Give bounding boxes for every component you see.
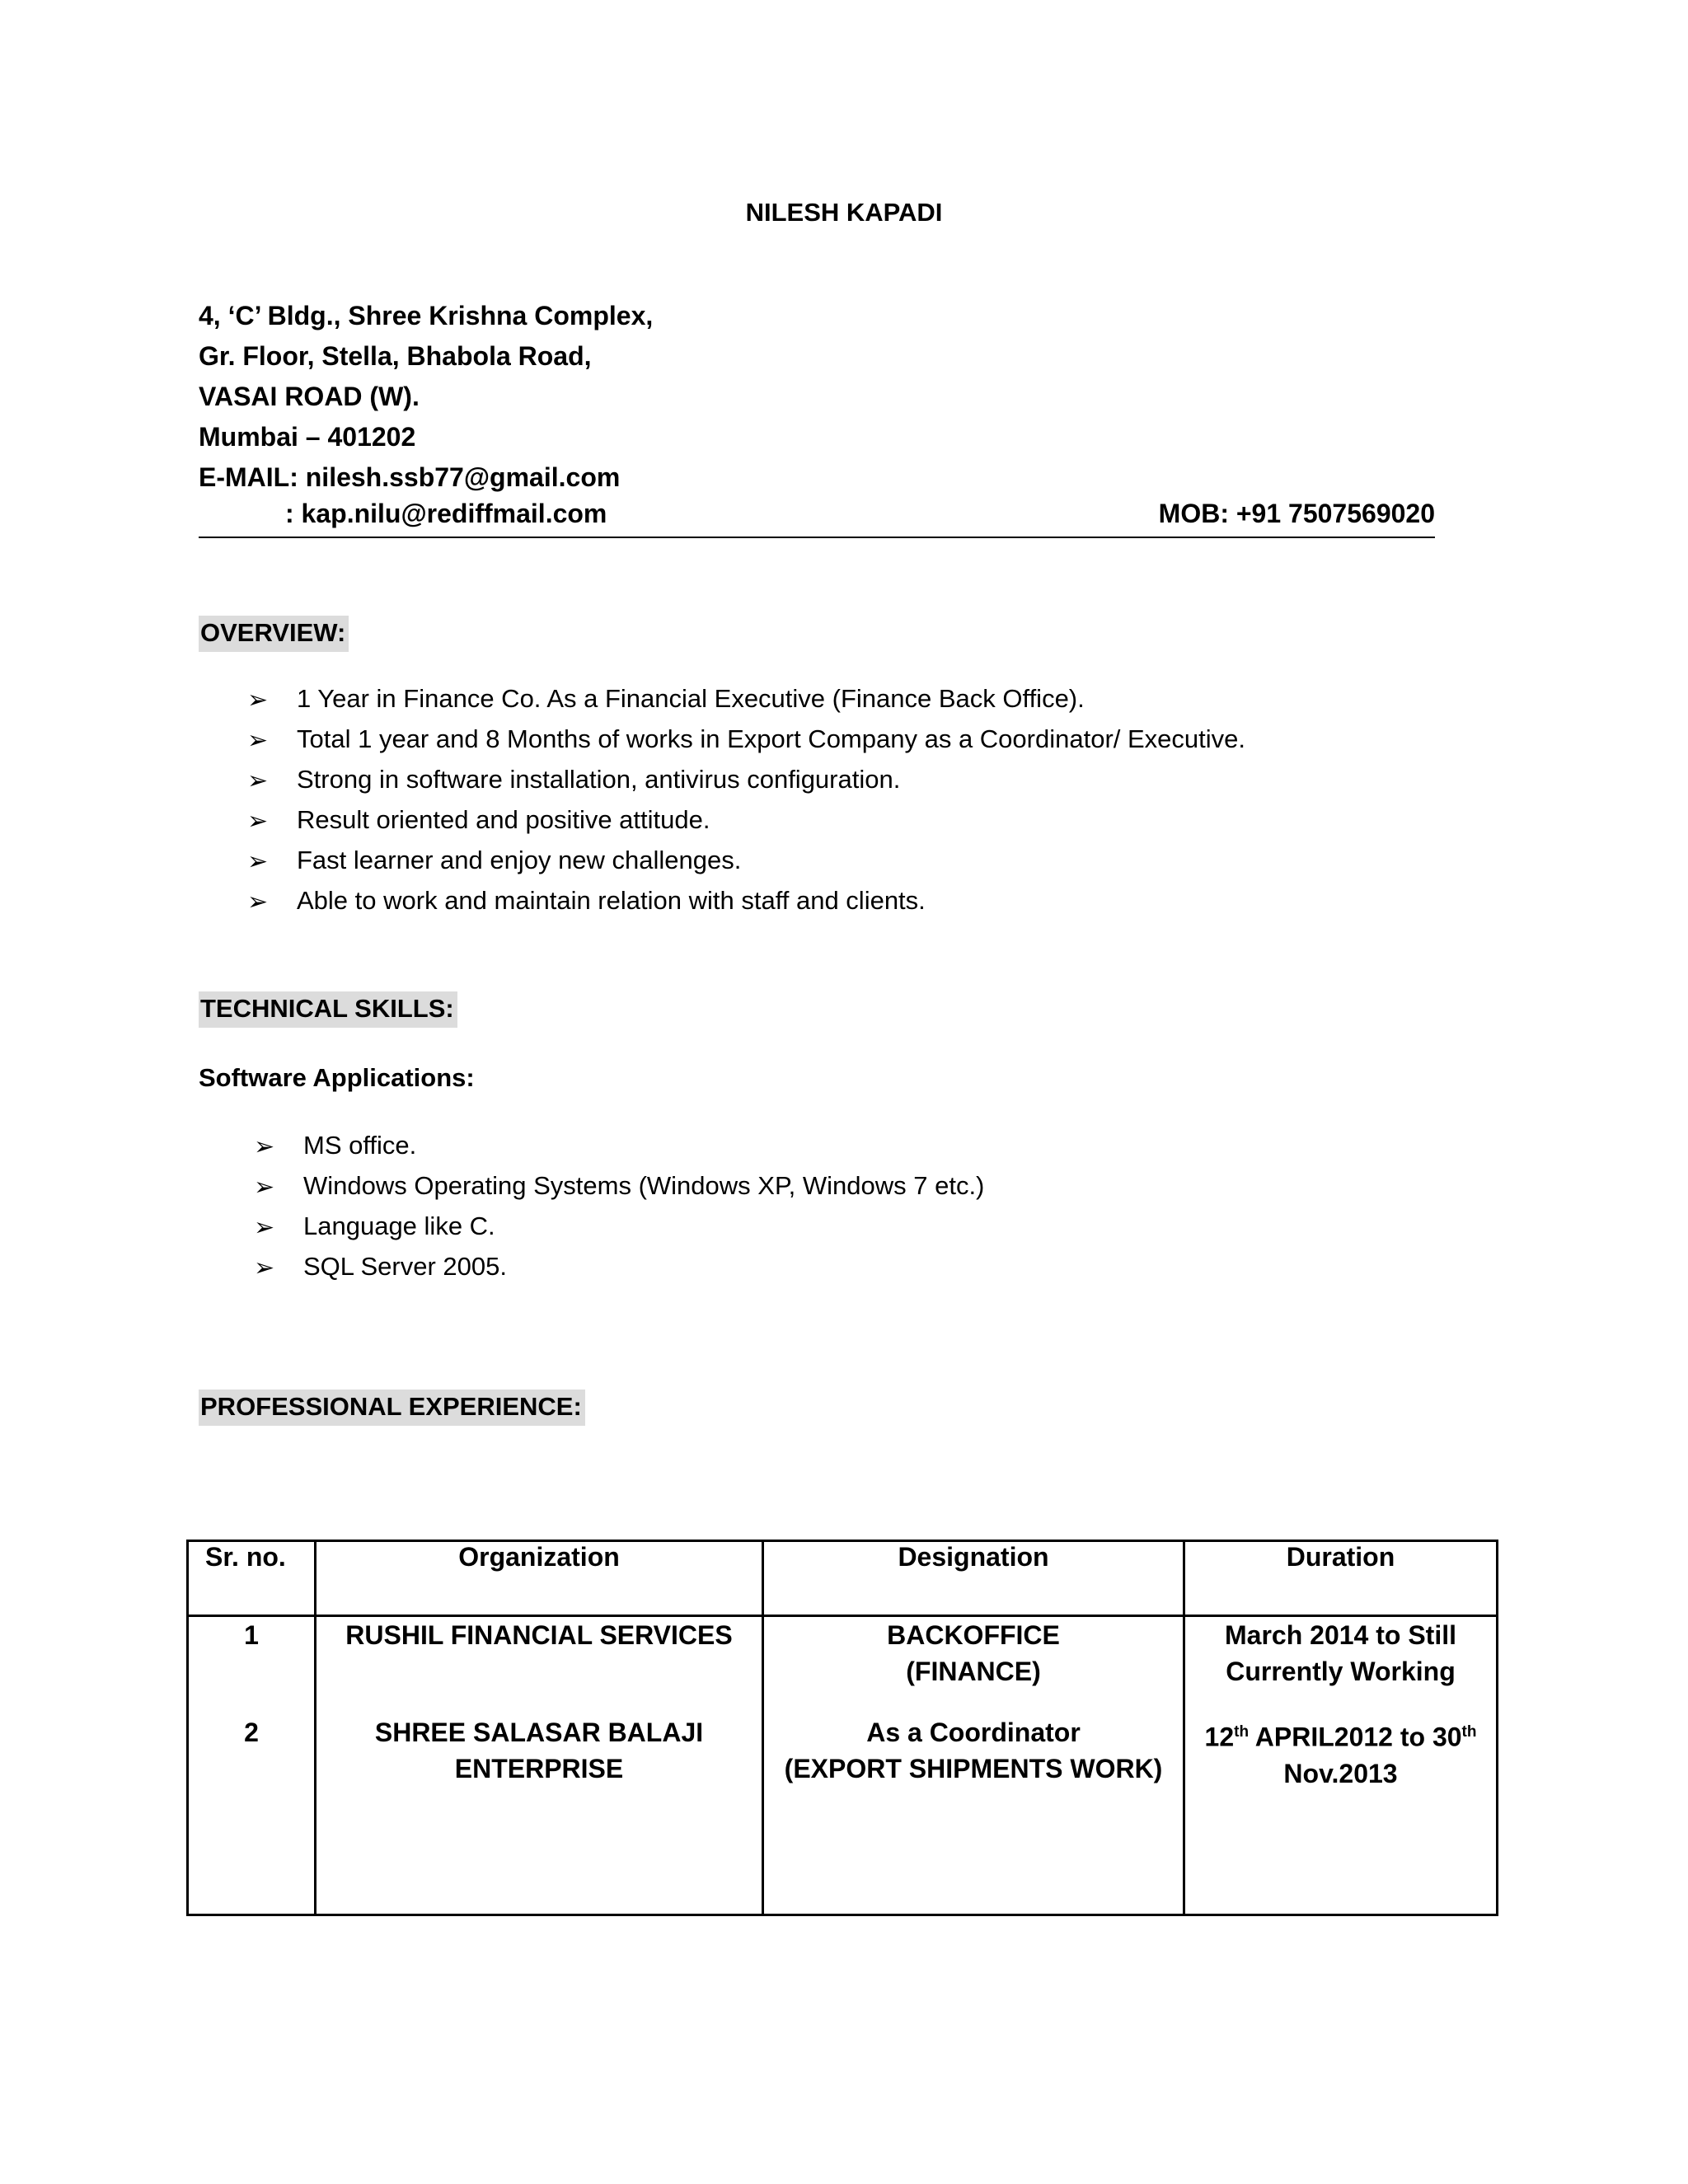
column-header-designation: Designation bbox=[763, 1541, 1184, 1616]
professional-experience-heading: PROFESSIONAL EXPERIENCE: bbox=[199, 1390, 585, 1426]
arrow-bullet-icon: ➢ bbox=[247, 727, 269, 754]
designation-cell bbox=[763, 1616, 1184, 1915]
column-header-sr-no: Sr. no. bbox=[188, 1541, 316, 1616]
organization-cell bbox=[316, 1616, 763, 1915]
designation-2: As a Coordinator (EXPORT SHIPMENTS WORK) bbox=[784, 1718, 1163, 1783]
contact-row bbox=[199, 499, 1435, 538]
technical-skills-heading: TECHNICAL SKILLS: bbox=[199, 991, 457, 1028]
address-line: Gr. Floor, Stella, Bhabola Road, bbox=[199, 341, 592, 371]
arrow-bullet-icon: ➢ bbox=[254, 1214, 275, 1241]
arrow-bullet-icon: ➢ bbox=[247, 848, 269, 875]
resume-page: NILESH KAPADI 4, ‘C’ Bldg., Shree Krishna Complex, Gr. Floor, Stella, Bhabola Road, VASAI ROAD (W). Mumbai – 401202 E-MAIL: nilesh.ssb77@gmail.com : kap.nilu@rediffmail.com MOB: +91 7507569020 OVERVIEW: ➢ 1 Year in Finance Co. As a Financial Executive (Finance Back Office). ➢ Total 1 year and 8 Months of works in Export Company as a Coordinator/ Executive. ➢ Strong in software installation, antivirus configuration. ➢ Result oriented and positive attitude. ➢ Fast learner and enjoy new challenges. ➢ Able to work and maintain relation with staff and clients. TECHNICAL SKILLS: Software Applications: ➢ MS office. ➢ Windows Operating Systems (Windows XP, Windows 7 etc.) ➢ Language like C. ➢ SQL Server 2005. PROFESSIONAL EXPERIENCE: Sr. no. Organization Designation Duration 1 2 RUSHIL FINANCIAL SERVICES SHREE SALASAR BALAJI ENTERPRISE BACKOFFICE (FINANCE) As a Coordinator (EXPORT SHIPMENTS WORK) March 2014 to Still Currently Working 12th APRIL2012 to 30th Nov.2013 bbox=[0, 0, 1688, 2184]
designation-1: BACKOFFICE (FINANCE) bbox=[887, 1620, 1060, 1686]
software-applications-subheading: Software Applications: bbox=[199, 1063, 475, 1092]
arrow-bullet-icon: ➢ bbox=[254, 1254, 275, 1282]
duration-cell bbox=[1184, 1616, 1498, 1915]
arrow-bullet-icon: ➢ bbox=[247, 687, 269, 714]
address-line: VASAI ROAD (W). bbox=[199, 382, 420, 411]
email-primary: E-MAIL: nilesh.ssb77@gmail.com bbox=[199, 462, 621, 492]
duration-1: March 2014 to Still Currently Working bbox=[1225, 1620, 1456, 1686]
arrow-bullet-icon: ➢ bbox=[247, 808, 269, 835]
sr-no-cell bbox=[188, 1616, 316, 1915]
sr-no-1: 1 bbox=[244, 1620, 259, 1650]
arrow-bullet-icon: ➢ bbox=[254, 1174, 275, 1201]
arrow-bullet-icon: ➢ bbox=[247, 767, 269, 794]
overview-heading: OVERVIEW: bbox=[199, 616, 349, 652]
candidate-name: NILESH KAPADI bbox=[745, 198, 943, 227]
address-line: 4, ‘C’ Bldg., Shree Krishna Complex, bbox=[199, 301, 654, 330]
table-row bbox=[188, 1616, 1498, 1915]
column-header-duration: Duration bbox=[1184, 1541, 1498, 1616]
duration-2: 12th APRIL2012 to 30th Nov.2013 bbox=[1204, 1722, 1477, 1788]
address-line: Mumbai – 401202 bbox=[199, 422, 416, 452]
mobile-number: MOB: +91 7507569020 bbox=[1158, 499, 1435, 528]
arrow-bullet-icon: ➢ bbox=[254, 1133, 275, 1160]
organization-2: SHREE SALASAR BALAJI ENTERPRISE bbox=[374, 1718, 704, 1783]
organization-1: RUSHIL FINANCIAL SERVICES bbox=[345, 1620, 733, 1650]
table-header-row bbox=[188, 1541, 1498, 1616]
column-header-organization: Organization bbox=[316, 1541, 763, 1616]
arrow-bullet-icon: ➢ bbox=[247, 888, 269, 916]
sr-no-2: 2 bbox=[244, 1718, 259, 1747]
email-secondary: : kap.nilu@rediffmail.com bbox=[285, 499, 607, 528]
experience-table bbox=[186, 1540, 1498, 1916]
